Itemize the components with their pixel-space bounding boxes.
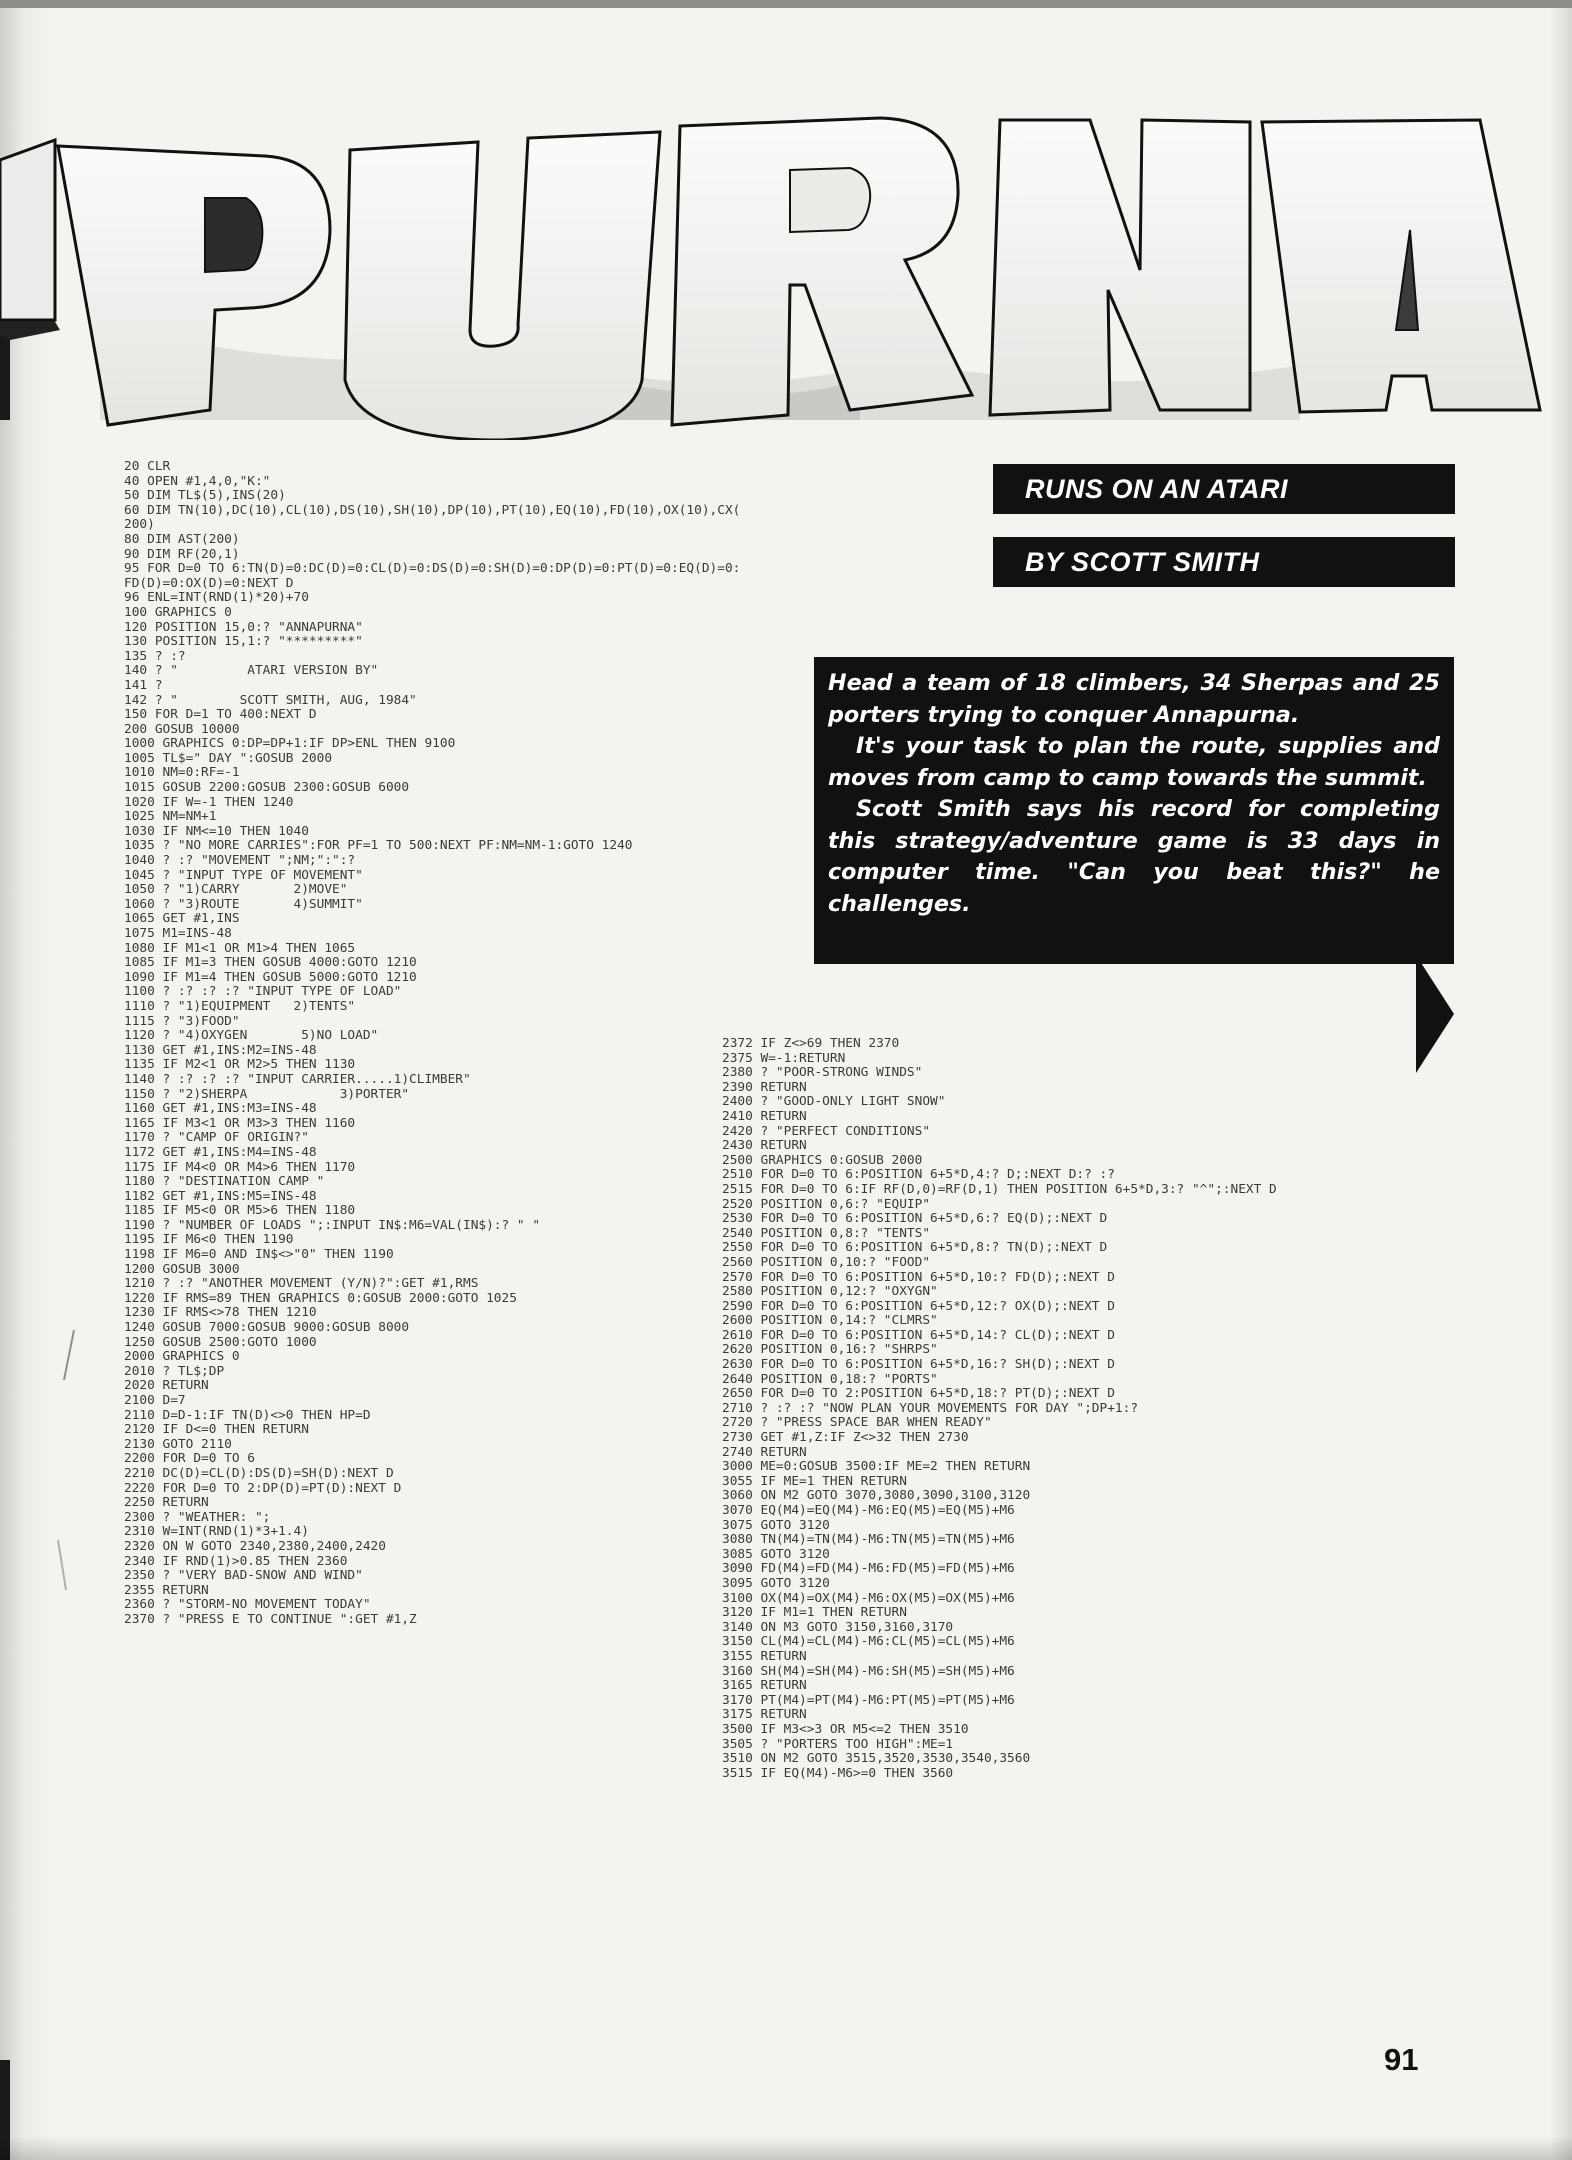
code-line: 1172 GET #1,INS:M4=INS-48 — [124, 1144, 317, 1160]
listing-left-column — [124, 460, 740, 1628]
code-line: 2375 W=-1:RETURN — [722, 1050, 846, 1066]
code-line: 3150 CL(M4)=CL(M4)-M6:CL(M5)=CL(M5)+M6 — [722, 1634, 1015, 1650]
code-line: 2620 POSITION 0,16:? "SHRPS" — [722, 1342, 938, 1358]
listing-right-column — [722, 1037, 1277, 1781]
code-line: 3160 SH(M4)=SH(M4)-M6:SH(M5)=SH(M5)+M6 — [722, 1663, 1015, 1679]
code-line: 3505 ? "PORTERS TOO HIGH":ME=1 — [722, 1736, 954, 1752]
code-line: 1030 IF NM<=10 THEN 1040 — [124, 823, 309, 839]
code-line: 2100 D=7 — [124, 1393, 186, 1408]
code-line: 135 ? :? — [124, 648, 186, 664]
code-line: 2430 RETURN — [722, 1138, 807, 1154]
code-line: 95 FOR D=0 TO 6:TN(D)=0:DC(D)=0:CL(D)=0:DS(D)=0:SH(D)=0:DP(D)=0:PT(D)=0:EQ(D)=0: — [124, 561, 741, 577]
code-line: 142 ? " SCOTT SMITH, AUG, 1984" — [124, 692, 417, 708]
code-line: 130 POSITION 15,1:? "*********" — [124, 634, 363, 650]
code-line: 60 DIM TN(10),DC(10),CL(10),DS(10),SH(10),DP(10),PT(10),EQ(10),FD(10),OX(10),CX( — [124, 502, 741, 518]
code-line: 3055 IF ME=1 THEN RETURN — [722, 1473, 907, 1489]
code-line: 3060 ON M2 GOTO 3070,3080,3090,3100,3120 — [722, 1488, 1031, 1504]
code-line: 2630 FOR D=0 TO 6:POSITION 6+5*D,16:? SH(D);:NEXT D — [722, 1357, 1115, 1373]
scan-smudge — [60, 1330, 80, 1380]
code-line: 90 DIM RF(20,1) — [124, 546, 240, 562]
code-line: 1085 IF M1=3 THEN GOSUB 4000:GOTO 1210 — [124, 955, 417, 971]
code-line: 3075 GOTO 3120 — [722, 1517, 830, 1533]
code-line: 2640 POSITION 0,18:? "PORTS" — [722, 1371, 938, 1387]
code-line: 3070 EQ(M4)=EQ(M4)-M6:EQ(M5)=EQ(M5)+M6 — [722, 1503, 1015, 1518]
code-line: 1005 TL$=" DAY ":GOSUB 2000 — [124, 750, 333, 766]
code-line: 1000 GRAPHICS 0:DP=DP+1:IF DP>ENL THEN 9100 — [124, 736, 456, 752]
code-line: 2110 D=D-1:IF TN(D)<>0 THEN HP=D — [124, 1407, 371, 1423]
code-line: 1160 GET #1,INS:M3=INS-48 — [124, 1101, 317, 1117]
byline-banner: BY SCOTT SMITH — [993, 537, 1455, 587]
code-line: 100 GRAPHICS 0 — [124, 604, 232, 620]
code-line: 2560 POSITION 0,10:? "FOOD" — [722, 1254, 931, 1270]
code-line: 2520 POSITION 0,6:? "EQUIP" — [722, 1196, 931, 1212]
code-line: 3510 ON M2 GOTO 3515,3520,3530,3540,3560 — [722, 1751, 1031, 1767]
code-line: 1185 IF M5<0 OR M5>6 THEN 1180 — [124, 1203, 356, 1219]
intro-paragraph: Scott Smith says his record for completing this strategy/adventure game is 33 days in computer time. "Can you beat this?" he challenges. — [828, 796, 1440, 917]
code-line: 1035 ? "NO MORE CARRIES":FOR PF=1 TO 500:NEXT PF:NM=NM-1:GOTO 1240 — [124, 838, 633, 854]
code-line: 1090 IF M1=4 THEN GOSUB 5000:GOTO 1210 — [124, 969, 417, 985]
code-line: 200) — [124, 517, 155, 533]
code-line: 3515 IF EQ(M4)-M6>=0 THEN 3560 — [722, 1765, 954, 1781]
code-line: 1182 GET #1,INS:M5=INS-48 — [124, 1188, 317, 1204]
code-line: 2320 ON W GOTO 2340,2380,2400,2420 — [124, 1538, 386, 1554]
code-line: 1080 IF M1<1 OR M1>4 THEN 1065 — [124, 940, 356, 956]
code-line: 1075 M1=INS-48 — [124, 926, 232, 941]
code-line: 2730 GET #1,Z:IF Z<>32 THEN 2730 — [722, 1430, 969, 1446]
code-line: 1050 ? "1)CARRY 2)MOVE" — [124, 882, 348, 898]
code-line: 141 ? — [124, 677, 163, 693]
code-line: 1150 ? "2)SHERPA 3)PORTER" — [124, 1086, 410, 1102]
code-line: 20 CLR — [124, 459, 171, 474]
code-line: 140 ? " ATARI VERSION BY" — [124, 663, 379, 679]
code-line: 3165 RETURN — [722, 1678, 807, 1694]
code-line: 50 DIM TL$(5),INS(20) — [124, 488, 286, 504]
code-line: 2210 DC(D)=CL(D):DS(D)=SH(D):NEXT D — [124, 1465, 394, 1481]
code-line: 3090 FD(M4)=FD(M4)-M6:FD(M5)=FD(M5)+M6 — [722, 1561, 1015, 1577]
code-line: 2130 GOTO 2110 — [124, 1436, 232, 1452]
code-line: 2340 IF RND(1)>0.85 THEN 2360 — [124, 1553, 348, 1569]
code-line: FD(D)=0:OX(D)=0:NEXT D — [124, 575, 294, 591]
code-line: 3095 GOTO 3120 — [722, 1575, 830, 1591]
code-line: 1200 GOSUB 3000 — [124, 1261, 240, 1277]
code-line: 2010 ? TL$;DP — [124, 1363, 225, 1379]
code-line: 2360 ? "STORM-NO MOVEMENT TODAY" — [124, 1597, 371, 1613]
code-line: 1220 IF RMS=89 THEN GRAPHICS 0:GOSUB 2000:GOTO 1025 — [124, 1290, 517, 1306]
page-number: 91 — [1384, 2042, 1419, 2077]
code-line: 120 POSITION 15,0:? "ANNAPURNA" — [124, 619, 363, 635]
code-line: 1175 IF M4<0 OR M4>6 THEN 1170 — [124, 1159, 356, 1175]
bottom-shadow — [0, 2136, 1572, 2160]
code-line: 2020 RETURN — [124, 1378, 209, 1394]
code-line: 3085 GOTO 3120 — [722, 1546, 830, 1562]
code-line: 1065 GET #1,INS — [124, 911, 240, 927]
code-line: 1110 ? "1)EQUIPMENT 2)TENTS" — [124, 998, 356, 1014]
code-line: 3000 ME=0:GOSUB 3500:IF ME=2 THEN RETURN — [722, 1459, 1031, 1475]
code-line: 96 ENL=INT(RND(1)*20)+70 — [124, 590, 309, 606]
code-line: 3100 OX(M4)=OX(M4)-M6:OX(M5)=OX(M5)+M6 — [722, 1590, 1015, 1606]
code-line: 3170 PT(M4)=PT(M4)-M6:PT(M5)=PT(M5)+M6 — [722, 1692, 1015, 1708]
code-line: 2372 IF Z<>69 THEN 2370 — [722, 1036, 900, 1051]
code-line: 2515 FOR D=0 TO 6:IF RF(D,0)=RF(D,1) THEN POSITION 6+5*D,3:? "^";:NEXT D — [722, 1181, 1277, 1197]
code-line: 2740 RETURN — [722, 1444, 807, 1460]
code-line: 3175 RETURN — [722, 1707, 807, 1723]
code-line: 2000 GRAPHICS 0 — [124, 1349, 240, 1365]
code-line: 2530 FOR D=0 TO 6:POSITION 6+5*D,6:? EQ(D);:NEXT D — [722, 1211, 1108, 1227]
code-line: 2550 FOR D=0 TO 6:POSITION 6+5*D,8:? TN(D);:NEXT D — [722, 1240, 1108, 1256]
code-line: 2650 FOR D=0 TO 2:POSITION 6+5*D,18:? PT(D);:NEXT D — [722, 1386, 1115, 1402]
code-line: 1230 IF RMS<>78 THEN 1210 — [124, 1305, 317, 1321]
code-line: 3080 TN(M4)=TN(M4)-M6:TN(M5)=TN(M5)+M6 — [722, 1532, 1015, 1548]
code-line: 2420 ? "PERFECT CONDITIONS" — [722, 1123, 931, 1139]
code-line: 1195 IF M6<0 THEN 1190 — [124, 1232, 294, 1248]
code-line: 2580 POSITION 0,12:? "OXYGN" — [722, 1284, 938, 1300]
intro-paragraph: It's your task to plan the route, supplies and moves from camp to camp towards the summit. — [828, 733, 1440, 791]
code-line: 2200 FOR D=0 TO 6 — [124, 1451, 255, 1467]
code-line: 1170 ? "CAMP OF ORIGIN?" — [124, 1130, 309, 1146]
code-line: 1015 GOSUB 2200:GOSUB 2300:GOSUB 6000 — [124, 780, 410, 796]
code-line: 3140 ON M3 GOTO 3150,3160,3170 — [722, 1619, 954, 1635]
code-line: 2570 FOR D=0 TO 6:POSITION 6+5*D,10:? FD(D);:NEXT D — [722, 1269, 1115, 1285]
code-line: 1135 IF M2<1 OR M2>5 THEN 1130 — [124, 1057, 356, 1073]
scan-smudge — [52, 1540, 72, 1590]
title-lettering — [0, 80, 1572, 440]
code-line: 3120 IF M1=1 THEN RETURN — [722, 1605, 907, 1621]
code-line: 1025 NM=NM+1 — [124, 809, 217, 825]
code-line: 2500 GRAPHICS 0:GOSUB 2000 — [722, 1152, 923, 1168]
code-line: 150 FOR D=1 TO 400:NEXT D — [124, 707, 317, 723]
code-line: 2390 RETURN — [722, 1079, 807, 1095]
code-line: 1250 GOSUB 2500:GOTO 1000 — [124, 1334, 317, 1350]
code-line: 40 OPEN #1,4,0,"K:" — [124, 473, 271, 489]
code-line: 1240 GOSUB 7000:GOSUB 9000:GOSUB 8000 — [124, 1320, 410, 1336]
code-line: 1130 GET #1,INS:M2=INS-48 — [124, 1042, 317, 1058]
code-line: 2610 FOR D=0 TO 6:POSITION 6+5*D,14:? CL(D);:NEXT D — [722, 1327, 1115, 1343]
right-triangle-arrow-icon — [1416, 955, 1454, 1073]
runs-on-atari-banner: RUNS ON AN ATARI — [993, 464, 1455, 514]
code-line: 2400 ? "GOOD-ONLY LIGHT SNOW" — [722, 1094, 946, 1110]
code-line: 2510 FOR D=0 TO 6:POSITION 6+5*D,4:? D;:NEXT D:? :? — [722, 1167, 1115, 1183]
code-line: 2380 ? "POOR-STRONG WINDS" — [722, 1065, 923, 1081]
code-line: 3155 RETURN — [722, 1648, 807, 1664]
code-line: 1100 ? :? :? :? "INPUT TYPE OF LOAD" — [124, 984, 402, 1000]
code-line: 2310 W=INT(RND(1)*3+1.4) — [124, 1524, 309, 1540]
code-line: 2720 ? "PRESS SPACE BAR WHEN READY" — [722, 1415, 992, 1431]
code-line: 2355 RETURN — [124, 1582, 209, 1598]
code-line: 200 GOSUB 10000 — [124, 721, 240, 737]
code-line: 2410 RETURN — [722, 1108, 807, 1124]
code-line: 2300 ? "WEATHER: "; — [124, 1509, 271, 1525]
top-rule — [0, 0, 1572, 8]
intro-paragraph: Head a team of 18 climbers, 34 Sherpas and 25 porters trying to conquer Annapurna. — [828, 670, 1440, 728]
code-line: 1115 ? "3)FOOD" — [124, 1013, 240, 1029]
code-line: 1120 ? "4)OXYGEN 5)NO LOAD" — [124, 1028, 379, 1044]
code-line: 2710 ? :? :? "NOW PLAN YOUR MOVEMENTS FOR DAY ";DP+1:? — [722, 1400, 1139, 1416]
code-line: 2250 RETURN — [124, 1495, 209, 1511]
code-line: 1020 IF W=-1 THEN 1240 — [124, 794, 294, 810]
code-line: 2350 ? "VERY BAD-SNOW AND WIND" — [124, 1568, 363, 1584]
code-line: 1190 ? "NUMBER OF LOADS ";:INPUT IN$:M6=VAL(IN$):? " " — [124, 1217, 541, 1233]
code-line: 2590 FOR D=0 TO 6:POSITION 6+5*D,12:? OX(D);:NEXT D — [722, 1298, 1115, 1314]
code-line: 2120 IF D<=0 THEN RETURN — [124, 1422, 309, 1438]
intro-box — [814, 657, 1454, 964]
code-line: 2600 POSITION 0,14:? "CLMRS" — [722, 1313, 938, 1329]
code-line: 2220 FOR D=0 TO 2:DP(D)=PT(D):NEXT D — [124, 1480, 402, 1496]
code-line: 2540 POSITION 0,8:? "TENTS" — [722, 1225, 931, 1241]
code-line: 1040 ? :? "MOVEMENT ";NM;":":? — [124, 853, 356, 869]
code-line: 1010 NM=0:RF=-1 — [124, 765, 240, 781]
code-line: 1180 ? "DESTINATION CAMP " — [124, 1174, 325, 1190]
code-line: 1210 ? :? "ANOTHER MOVEMENT (Y/N)?":GET #1,RMS — [124, 1276, 479, 1292]
code-line: 2370 ? "PRESS E TO CONTINUE ":GET #1,Z — [124, 1611, 417, 1627]
code-line: 80 DIM AST(200) — [124, 531, 240, 547]
code-line: 1165 IF M3<1 OR M3>3 THEN 1160 — [124, 1115, 356, 1131]
code-line: 1198 IF M6=0 AND IN$<>"0" THEN 1190 — [124, 1247, 394, 1263]
code-line: 3500 IF M3<>3 OR M5<=2 THEN 3510 — [722, 1721, 969, 1737]
code-line: 1045 ? "INPUT TYPE OF MOVEMENT" — [124, 867, 363, 883]
code-line: 1140 ? :? :? :? "INPUT CARRIER.....1)CLIMBER" — [124, 1071, 471, 1087]
code-line: 1060 ? "3)ROUTE 4)SUMMIT" — [124, 896, 363, 912]
